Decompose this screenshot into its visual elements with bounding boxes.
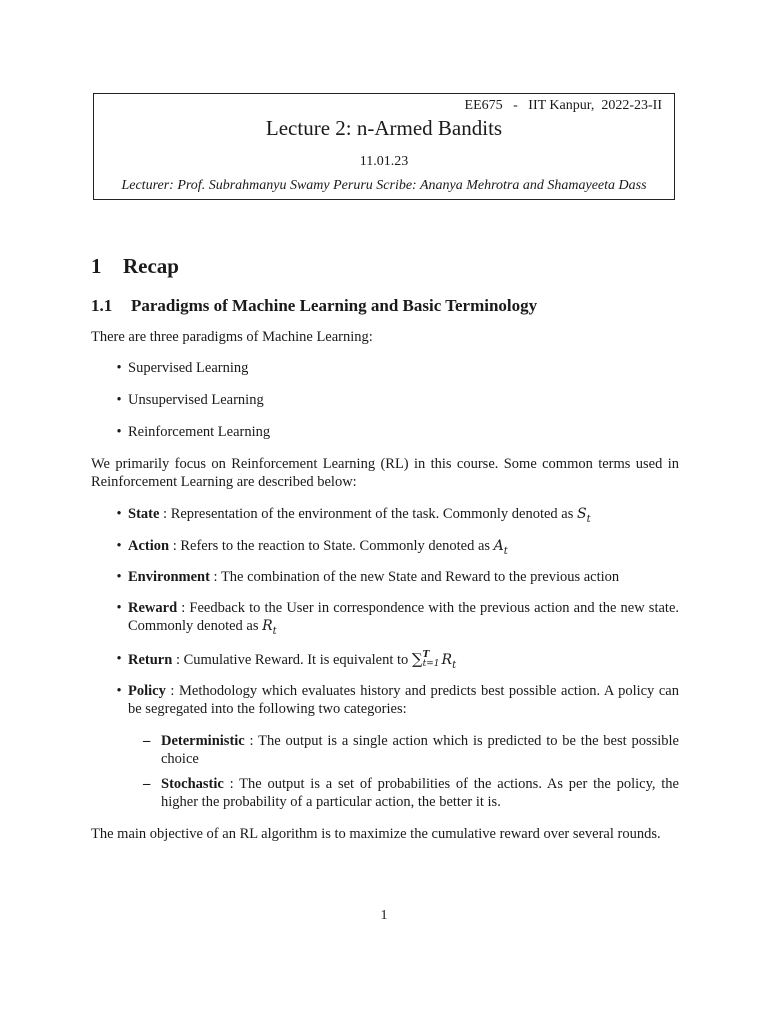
term-reward: • Reward : Feedback to the User in correspondence with the previous action and the new state. Commonly denoted as $R_t$ bbox=[113, 599, 679, 641]
term-action: • Action : Refers to the reaction to State. Commonly denoted as $A_t$ bbox=[113, 537, 679, 561]
term-state: • State : Representation of the environment of the task. Commonly denoted as $S_t$ bbox=[113, 505, 679, 529]
intro-paragraph: There are three paradigms of Machine Learning: bbox=[91, 329, 373, 345]
section-title: Recap bbox=[123, 254, 179, 278]
policy-stochastic: – Stochastic : The output is a set of probabilities of the actions. As per the policy, the higher the probability of a particular action, the better it is. bbox=[143, 776, 679, 810]
subsection-title: Paradigms of Machine Learning and Basic Terminology bbox=[131, 296, 538, 315]
subsection-heading bbox=[91, 296, 537, 316]
bullet-dot: • bbox=[116, 651, 122, 667]
subsection-number: 1.1 bbox=[91, 296, 113, 315]
lecturer-scribe-line: Lecturer: Prof. Subrahmanyu Swamy Peruru Scribe: Ananya Mehrotra and Shamayeeta Dass bbox=[121, 178, 647, 193]
dash-marker: – bbox=[143, 733, 151, 749]
paradigm-item: • Reinforcement Learning bbox=[113, 423, 679, 441]
term-environment: • Environment : The combination of the new State and Reward to the previous action bbox=[113, 568, 679, 586]
paradigm-item: • Unsupervised Learning bbox=[113, 391, 679, 409]
course-info: EE675 - IIT Kanpur, 2022-23-II bbox=[464, 98, 662, 113]
objective-paragraph: The main objective of an RL algorithm is to maximize the cumulative reward over several rounds. bbox=[91, 826, 661, 842]
bullet-dot: • bbox=[116, 360, 122, 376]
bullet-dot: • bbox=[116, 569, 122, 585]
bullet-dot: • bbox=[116, 600, 122, 616]
term-policy: • Policy : Methodology which evaluates history and predicts best possible action. A policy can be segregated into the following two categories: bbox=[113, 682, 679, 718]
term-return: • Return : Cumulative Reward. It is equivalent to ∑T t=1 $R_t$ bbox=[113, 650, 679, 675]
dash-marker: – bbox=[143, 776, 151, 792]
bullet-dot: • bbox=[116, 538, 122, 554]
bullet-dot: • bbox=[116, 683, 122, 699]
section-number: 1 bbox=[91, 254, 102, 278]
paradigm-item: • Supervised Learning bbox=[113, 359, 679, 377]
focus-paragraph: We primarily focus on Reinforcement Learning (RL) in this course. Some common terms used in Reinforcement Learning are described below: bbox=[91, 456, 679, 490]
page-number: 1 bbox=[380, 908, 388, 923]
summation-symbol: ∑ bbox=[411, 650, 423, 668]
lecture-header-box bbox=[93, 93, 675, 200]
bullet-dot: • bbox=[116, 506, 122, 522]
policy-deterministic: – Deterministic : The output is a single action which is predicted to be the best possible choice bbox=[143, 733, 679, 767]
bullet-dot: • bbox=[116, 424, 122, 440]
lecture-date: 11.01.23 bbox=[359, 154, 409, 169]
lecture-title: Lecture 2: n-Armed Bandits bbox=[265, 116, 503, 140]
section-heading bbox=[91, 254, 179, 279]
bullet-dot: • bbox=[116, 392, 122, 408]
